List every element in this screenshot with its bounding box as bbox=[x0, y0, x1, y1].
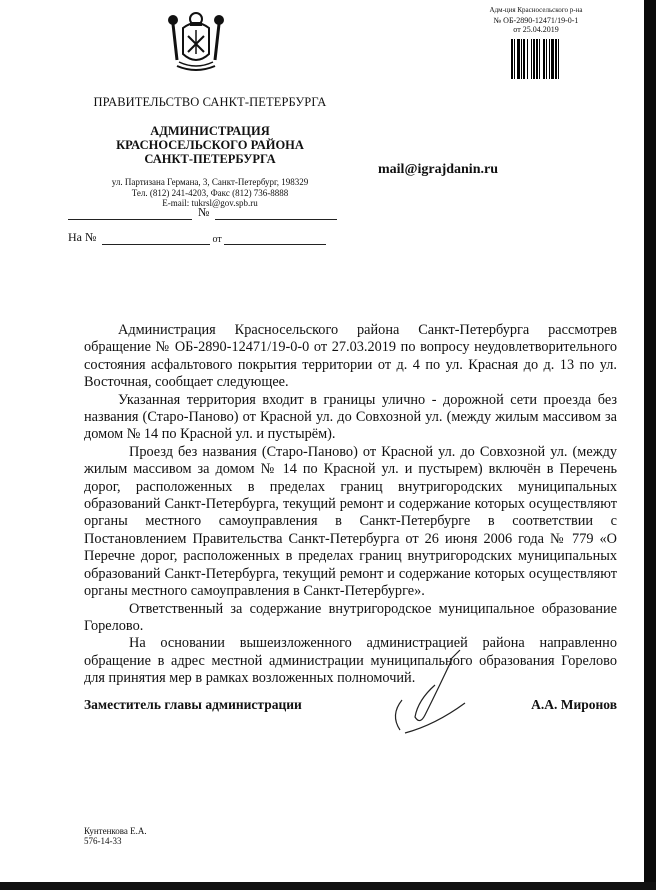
recipient-email: mail@igrajdanin.ru bbox=[378, 162, 498, 177]
stamp-number: № ОБ-2890-12471/19-0-1 bbox=[493, 15, 579, 25]
outgoing-number-line bbox=[68, 205, 337, 220]
signatory-title: Заместитель главы администрации bbox=[84, 697, 302, 712]
admin-line: АДМИНИСТРАЦИЯ bbox=[150, 124, 270, 138]
barcode bbox=[476, 39, 596, 79]
contact-block bbox=[60, 177, 360, 209]
number-sign: № bbox=[198, 205, 210, 219]
handwritten-signature bbox=[380, 645, 480, 740]
admin-line: САНКТ-ПЕТЕРБУРГА bbox=[144, 152, 276, 166]
reply-from: от bbox=[212, 234, 222, 245]
signatory-name: А.А. Миронов bbox=[531, 697, 617, 712]
government-heading: ПРАВИТЕЛЬСТВО САНКТ-ПЕТЕРБУРГА bbox=[93, 95, 327, 109]
stamp-org: Адм-ция Красносельского р-на bbox=[489, 6, 583, 14]
executor-name: Кунтенкова Е.А. bbox=[84, 826, 147, 836]
reply-reference-line bbox=[68, 230, 326, 245]
blank-line bbox=[102, 234, 210, 245]
registration-stamp bbox=[476, 6, 596, 79]
admin-line: КРАСНОСЕЛЬСКОГО РАЙОНА bbox=[116, 138, 304, 152]
coat-of-arms-icon bbox=[165, 10, 227, 76]
administration-heading bbox=[60, 124, 360, 166]
scan-edge-right bbox=[644, 0, 656, 890]
reply-prefix: На № bbox=[68, 230, 97, 244]
executor-block bbox=[84, 826, 147, 846]
paragraph: На основании вышеизложенного администрацией района направленно обращение в адрес местной администрации муниципального образования Горелово для принятия мер в рамках возложенных полномочий. bbox=[84, 635, 617, 687]
blank-line bbox=[224, 234, 326, 245]
scan-edge-bottom bbox=[0, 882, 656, 890]
phone-fax: Тел. (812) 241-4203, Факс (812) 736-8888 bbox=[131, 187, 289, 198]
letter-body bbox=[84, 322, 617, 688]
paragraph: Проезд без названия (Старо-Паново) от Красной ул. до Совхозной ул. (между жилым массивом за домом № 14 по Красной ул. и пустырем) включён в Перечень дорог, расположенных в пределах границ внутригородских муниципальных образований Санкт-Петербурга, текущий ремонт и содержание которых осуществляют органы местного самоуправления в Санкт-Петербурге в соответствии с Постановлением Правительства Санкт-Петербурга от 26 июня 2006 года № 779 «О Перечне дорог, расположенных в пределах границ внутригородских муниципальных образований Санкт-Петербурга, текущий ремонт и содержание которых осуществляют органы местного самоуправления в Санкт-Петербурге». bbox=[84, 443, 617, 600]
barcode-gap bbox=[559, 39, 561, 79]
address: ул. Партизана Германа, 3, Санкт-Петербург, 198329 bbox=[111, 177, 309, 187]
paragraph: Ответственный за содержание внутригородское муниципальное образование Горелово. bbox=[84, 600, 617, 634]
blank-line bbox=[215, 209, 337, 220]
blank-line bbox=[68, 209, 192, 220]
stamp-date: от 25.04.2019 bbox=[513, 25, 559, 34]
paragraph: Указанная территория входит в границы улично - дорожной сети проезда без названия (Старо-Паново) от Красной ул. до Совхозной ул. (между жилым массивом за домом № 14 по Красной ул. и пустырём). bbox=[84, 391, 617, 443]
letterhead-email: E-mail: tukrsl@gov.spb.ru bbox=[162, 198, 258, 208]
executor-phone: 576-14-33 bbox=[84, 836, 122, 846]
paragraph: Администрация Красносельского района Санкт-Петербурга рассмотрев обращение № ОБ-2890-12471/19-0-0 от 27.03.2019 по вопросу неудовлетворительного состояния асфальтового покрытия территории от д. 4 по ул. Красная до д. 13 по ул. Восточная, сообщает следующее. bbox=[84, 322, 617, 391]
letterhead bbox=[60, 90, 360, 209]
